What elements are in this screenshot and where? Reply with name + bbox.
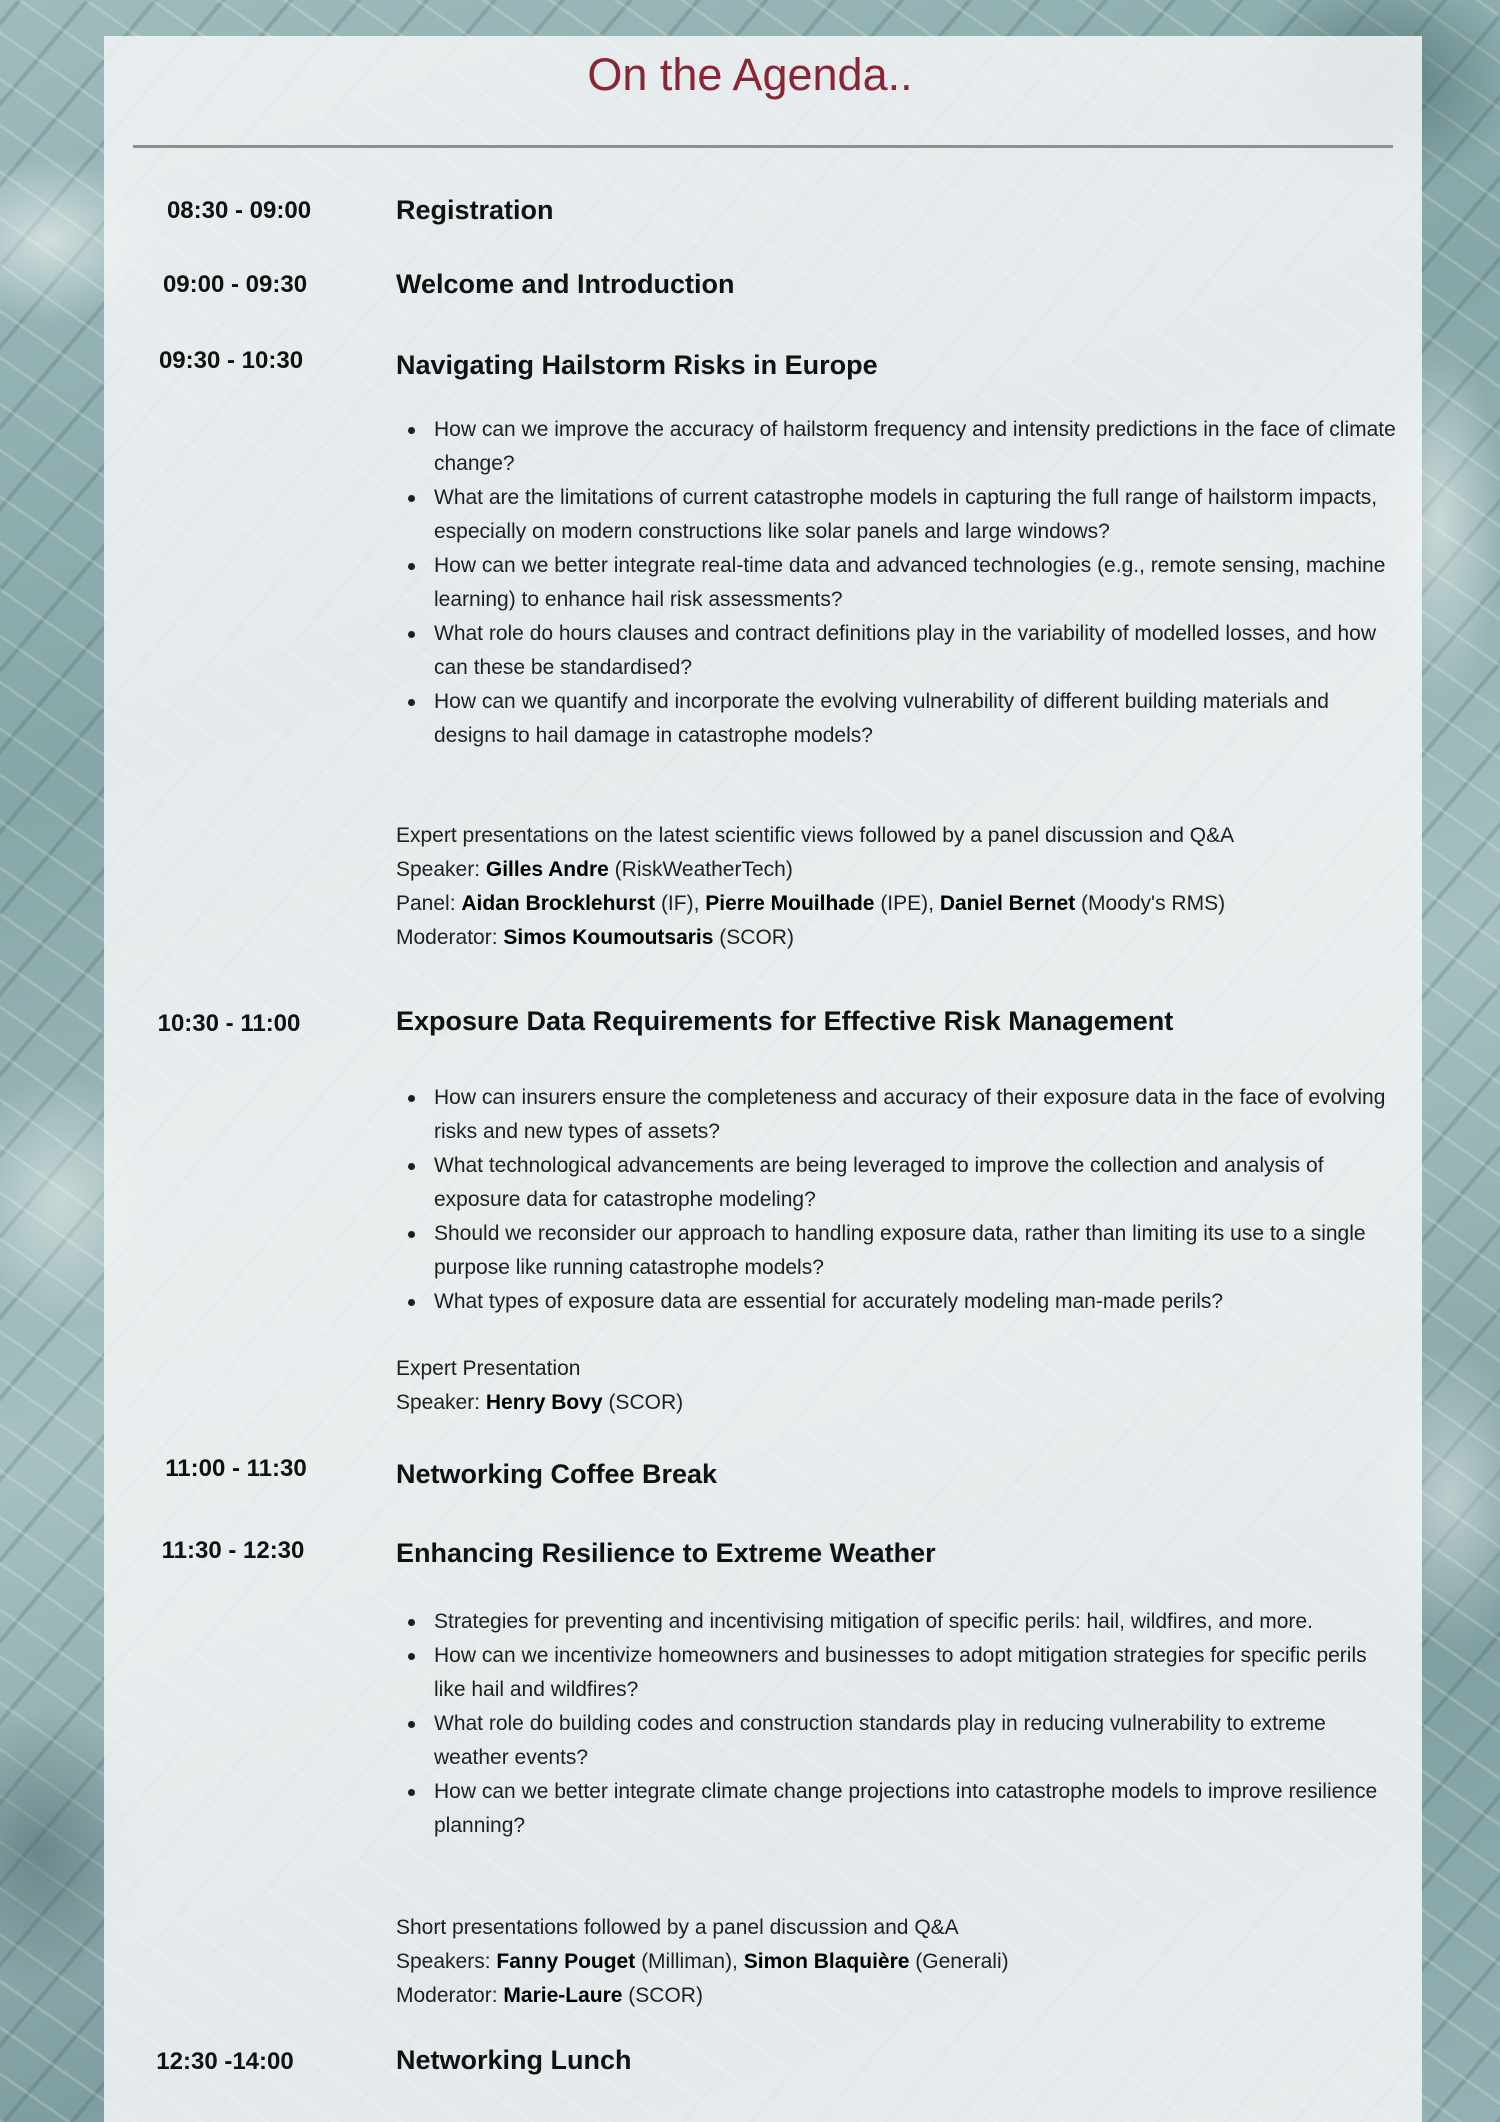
panel-line: Panel: Aidan Brocklehurst (IF), Pierre Mouilhade (IPE), Daniel Bernet (Moody's RMS): [396, 892, 1226, 915]
speaker-name: Fanny Pouget: [496, 1950, 636, 1973]
speaker-name: Simon Blaquière: [743, 1950, 910, 1973]
session-title-welcome: Welcome and Introduction: [396, 269, 735, 299]
list-item: What role do building codes and construction standards play in reducing vulnerability to extreme weather events?: [396, 1707, 1396, 1775]
session-title-resilience: Enhancing Resilience to Extreme Weather: [396, 1538, 936, 1568]
session-title-exposure: Exposure Data Requirements for Effective Risk Management: [396, 1006, 1174, 1036]
moderator-name: Simos Koumoutsaris: [503, 926, 714, 949]
list-item: How can we better integrate real-time data and advanced technologies (e.g., remote sensing, machine learning) to enhance hail risk assessments?: [396, 549, 1396, 617]
session-info-exposure: [396, 1352, 1396, 1420]
speaker-name: Gilles Andre: [485, 858, 609, 881]
moderator-name: Marie-Laure: [503, 1984, 623, 2007]
moderator-line: Moderator: Marie-Laure (SCOR): [396, 1984, 703, 2007]
list-item: What role do hours clauses and contract definitions play in the variability of modelled losses, and how can these be standardised?: [396, 617, 1396, 685]
session-time-welcome: 09:00 - 09:30: [162, 271, 308, 298]
session-bullets-hailstorm: [396, 413, 1396, 753]
list-item: What are the limitations of current catastrophe models in capturing the full range of hailstorm impacts, especially on modern constructions like solar panels and large windows?: [396, 481, 1396, 549]
session-bullets-resilience: [396, 1605, 1396, 1843]
session-info-resilience: [396, 1911, 1396, 2013]
title-divider: [133, 145, 1393, 148]
speakers-line: Speakers: Fanny Pouget (Milliman), Simon Blaquière (Generali): [396, 1950, 1009, 1973]
speaker-line: Speaker: Henry Bovy (SCOR): [396, 1391, 684, 1414]
list-item: How can insurers ensure the completeness and accuracy of their exposure data in the face of evolving risks and new types of assets?: [396, 1081, 1396, 1149]
session-time-exposure: 10:30 - 11:00: [157, 1010, 301, 1037]
session-title-coffee-break: Networking Coffee Break: [396, 1459, 718, 1489]
session-time-lunch: 12:30 -14:00: [156, 2048, 294, 2075]
moderator-line: Moderator: Simos Koumoutsaris (SCOR): [396, 926, 794, 949]
list-item: How can we improve the accuracy of hailstorm frequency and intensity predictions in the face of climate change?: [396, 413, 1396, 481]
session-time-resilience: 11:30 - 12:30: [161, 1537, 305, 1564]
session-time-hailstorm: 09:30 - 10:30: [158, 347, 304, 374]
list-item: What technological advancements are being leveraged to improve the collection and analysis of exposure data for catastrophe modeling?: [396, 1149, 1396, 1217]
session-time-registration: 08:30 - 09:00: [166, 197, 312, 224]
speaker-line: Speaker: Gilles Andre (RiskWeatherTech): [396, 858, 793, 881]
session-format: Expert Presentation: [396, 1357, 581, 1380]
session-title-registration: Registration: [396, 195, 554, 225]
panelist-name: Daniel Bernet: [939, 892, 1076, 915]
list-item: Should we reconsider our approach to handling exposure data, rather than limiting its use to a single purpose like running catastrophe models?: [396, 1217, 1396, 1285]
session-time-coffee-break: 11:00 - 11:30: [165, 1455, 307, 1482]
list-item: What types of exposure data are essential for accurately modeling man-made perils?: [396, 1285, 1396, 1319]
session-info-hailstorm: [396, 819, 1396, 955]
panelist-name: Pierre Mouilhade: [705, 892, 875, 915]
list-item: How can we better integrate climate change projections into catastrophe models to improve resilience planning?: [396, 1775, 1396, 1843]
session-format: Short presentations followed by a panel discussion and Q&A: [396, 1916, 959, 1939]
page-title: On the Agenda..: [587, 49, 913, 100]
speaker-name: Henry Bovy: [485, 1391, 603, 1414]
list-item: Strategies for preventing and incentivising mitigation of specific perils: hail, wildfires, and more.: [396, 1605, 1396, 1639]
session-title-lunch: Networking Lunch: [396, 2045, 632, 2075]
session-bullets-exposure: [396, 1081, 1396, 1319]
session-title-hailstorm: Navigating Hailstorm Risks in Europe: [396, 350, 878, 380]
list-item: How can we incentivize homeowners and businesses to adopt mitigation strategies for specific perils like hail and wildfires?: [396, 1639, 1396, 1707]
list-item: How can we quantify and incorporate the evolving vulnerability of different building materials and designs to hail damage in catastrophe models?: [396, 685, 1396, 753]
session-format: Expert presentations on the latest scientific views followed by a panel discussion and Q&A: [396, 824, 1235, 847]
panelist-name: Aidan Brocklehurst: [461, 892, 656, 915]
